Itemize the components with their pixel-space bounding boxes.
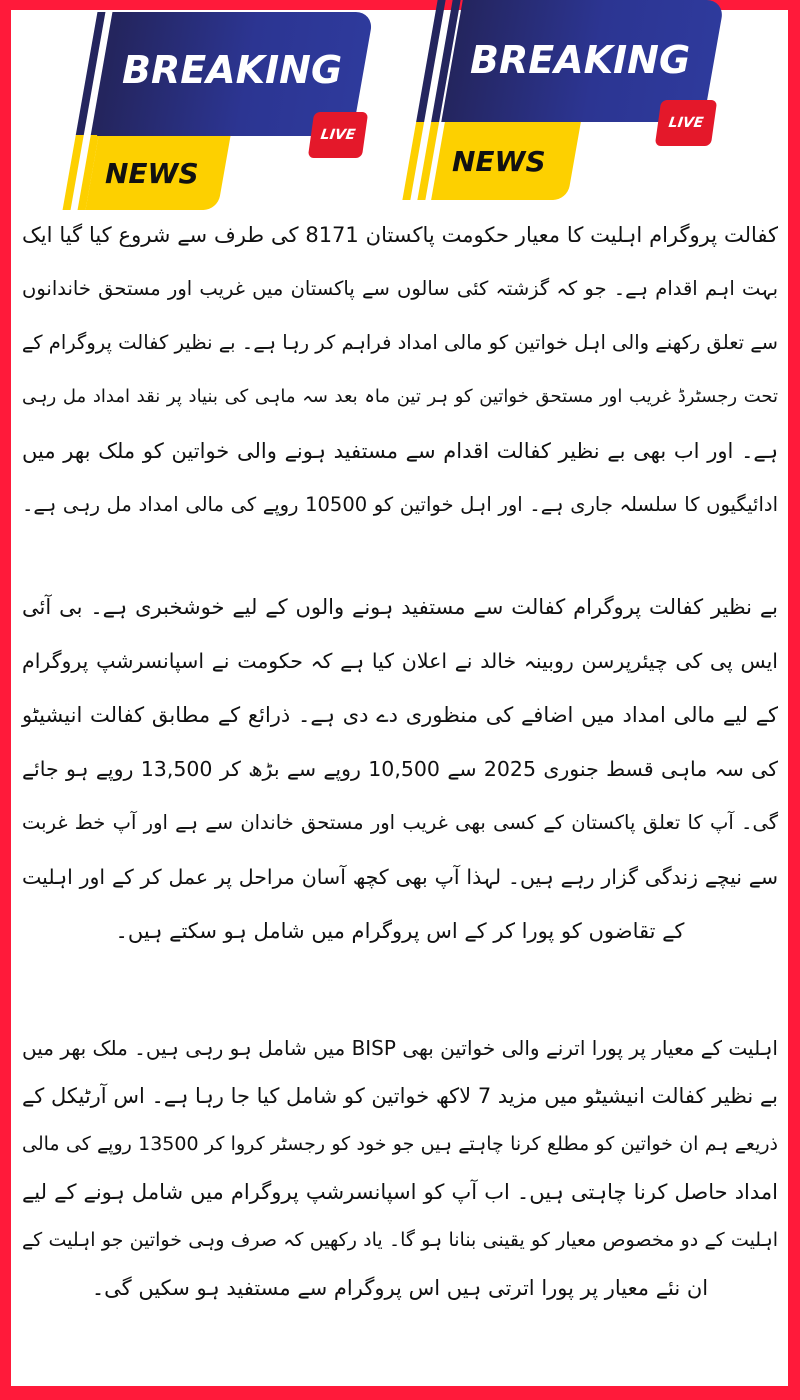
text-line: ادائیگیوں کا سلسلہ جاری ہے۔ اور اہل خواتین کو 10500 روپے کی مالی امداد مل رہی ہے۔ xyxy=(22,493,778,516)
text-line: کے تقاضوں کو پورا کر کے اس پروگرام میں شامل ہو سکتے ہیں۔ xyxy=(115,919,685,943)
logo-news-text: NEWS xyxy=(105,157,199,190)
text-line: ہے۔ اور اب بھی بے نظیر کفالت اقدام سے مستفید ہونے والی خواتین کو ملک بھر میں xyxy=(22,439,778,463)
text-line: اہلیت کے دو مخصوص معیار کو یقینی بنانا ہو گا۔ یاد رکھیں کہ صرف وہی خواتین جو اہلیت کے xyxy=(22,1229,778,1251)
text-line: گی۔ آپ کا تعلق پاکستان کے کسی بھی غریب اور مستحق خاندان سے ہے اور آپ خط غربت xyxy=(22,811,778,834)
logo-news-text: NEWS xyxy=(452,145,546,178)
text-line: بے نظیر کفالت انیشیٹو میں مزید 7 لاکھ خواتین کو شامل کیا جا رہا ہے۔ اس آرٹیکل کے xyxy=(22,1084,779,1108)
text-line: کے لیے مالی امداد میں اضافے کی منظوری دے دی ہے۔ ذرائع کے مطابق کفالت انیشیٹو xyxy=(22,703,778,727)
paragraph-1 xyxy=(22,208,778,532)
text-line: تحت رجسٹرڈ غریب اور مستحق خواتین کو ہر تین ماہ بعد سہ ماہی کی بنیاد پر نقد امداد مل رہی xyxy=(22,386,778,407)
text-line: ان نئے معیار پر پورا اترتی ہیں اس پروگرام سے مستفید ہو سکیں گی۔ xyxy=(91,1276,709,1300)
paragraph-2 xyxy=(22,580,778,958)
text-line: سے تعلق رکھنے والی اہل خواتین کو مالی امداد فراہم کر رہا ہے۔ بے نظیر کفالت پروگرام کے xyxy=(21,331,778,354)
text-line: کفالت پروگرام اہلیت کا معیار حکومت پاکستان 8171 کی طرف سے شروع کیا گیا ایک xyxy=(22,223,778,247)
text-line: سے نیچے زندگی گزار رہے ہیں۔ لہذا آپ بھی کچھ آسان مراحل پر عمل کر کے اور اہلیت xyxy=(22,865,778,889)
text-line: بے نظیر کفالت پروگرام کفالت سے مستفید ہونے والوں کے لیے خوشخبری ہے۔ بی آئی xyxy=(22,595,778,619)
live-badge: LIVE xyxy=(655,100,717,146)
text-line: بہت اہم اقدام ہے۔ جو کہ گزشتہ کئی سالوں سے پاکستان میں غریب اور مستحق خاندانوں xyxy=(22,277,778,300)
text-line: ایس پی کی چیئرپرسن روبینہ خالد نے اعلان کیا ہے کہ حکومت نے اسپانسرشپ پروگرام xyxy=(22,649,778,673)
live-badge: LIVE xyxy=(308,112,368,158)
text-line: کی سہ ماہی قسط جنوری 2025 سے 10,500 روپے سے بڑھ کر 13,500 روپے ہو جائے xyxy=(22,757,778,781)
logo-breaking-text: BREAKING xyxy=(470,38,691,82)
text-line: ذریعے ہم ان خواتین کو مطلع کرنا چاہتے ہیں جو خود کو رجسٹر کروا کر 13500 روپے کی مالی xyxy=(22,1133,779,1155)
text-line: امداد حاصل کرنا چاہتی ہیں۔ اب آپ کو اسپانسرشپ پروگرام میں شامل ہونے کے لیے xyxy=(22,1180,778,1204)
logo-breaking-text: BREAKING xyxy=(122,48,343,92)
text-line: اہلیت کے معیار پر پورا اترنے والی خواتین بھی BISP میں شامل ہو رہی ہیں۔ ملک بھر میں xyxy=(22,1036,778,1060)
paragraph-3 xyxy=(22,1024,778,1312)
